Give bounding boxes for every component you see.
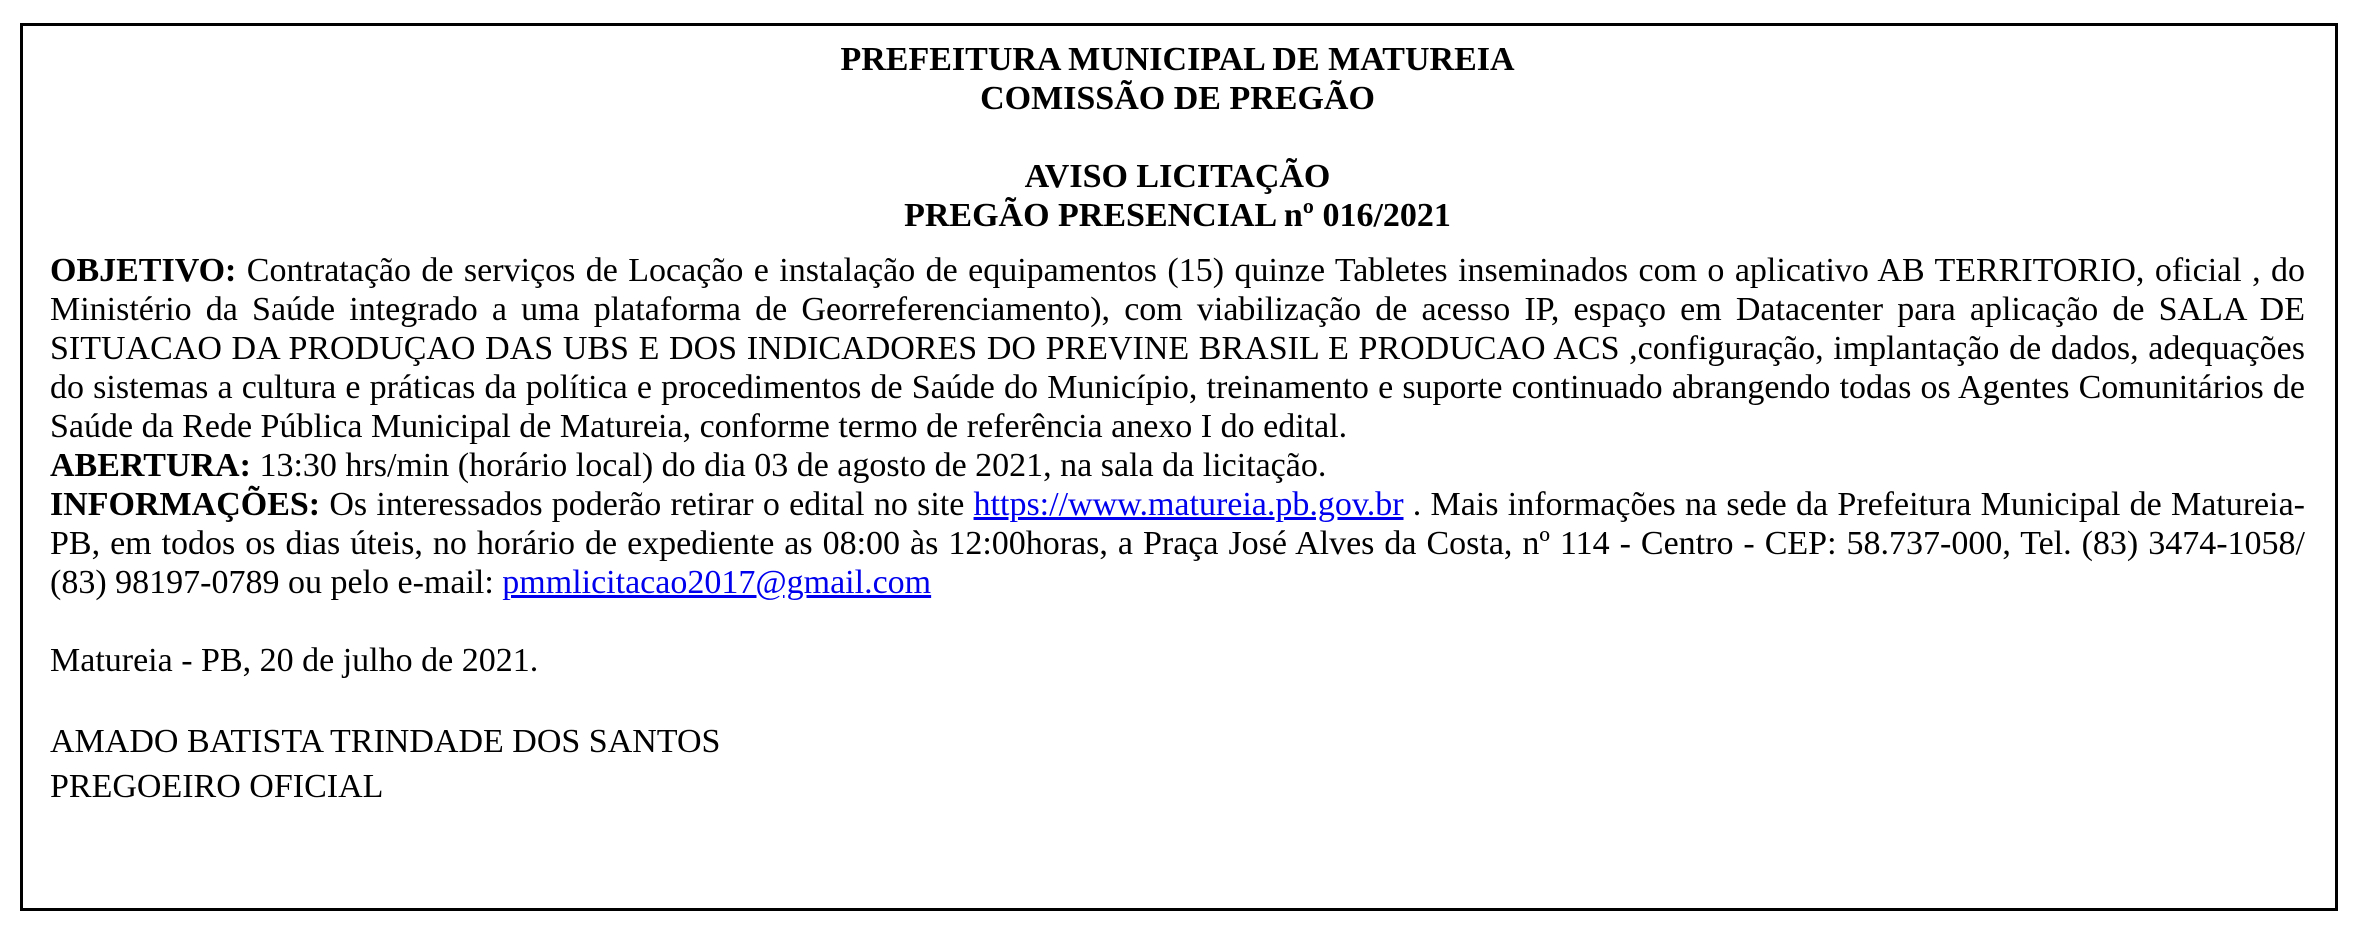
informacoes-paragraph <box>50 485 2305 602</box>
header-notice-title: AVISO LICITAÇÃO <box>1024 158 1331 195</box>
header-auction-number: PREGÃO PRESENCIAL nº 016/2021 <box>904 197 1451 234</box>
informacoes-text-before-link: Os interessados poderão retirar o edital no site <box>320 486 974 523</box>
notice-content <box>50 40 2305 809</box>
objetivo-label: OBJETIVO: <box>50 252 237 289</box>
signature-name: AMADO BATISTA TRINDADE DOS SANTOS <box>50 723 721 760</box>
notice-header <box>50 40 2305 235</box>
site-link[interactable]: https://www.matureia.pb.gov.br <box>973 486 1404 523</box>
header-commission: COMISSÃO DE PREGÃO <box>980 80 1375 117</box>
objetivo-text: Contratação de serviços de Locação e instalação de equipamentos (15) quinze Tabletes inseminados com o aplicativo AB TERRITORIO, oficial , do Ministério da Saúde integrado a uma plataforma de Georreferenciamento), com viabilização de acesso IP, espaço em Datacenter para aplicação de SALA DE SITUACAO DA PRODUÇAO DAS UBS E DOS INDICADORES DO PREVINE BRASIL E PRODUCAO ACS ,configuração, implantação de dados, adequações do sistemas a cultura e práticas da política e procedimentos de Saúde do Município, treinamento e suporte continuado abrangendo todas os Agentes Comunitários de Saúde da Rede Pública Municipal de Matureia, conforme termo de referência anexo I do edital. <box>50 252 2305 445</box>
signature-block <box>50 719 2305 809</box>
abertura-label: ABERTURA: <box>50 447 251 484</box>
informacoes-label: INFORMAÇÕES: <box>50 486 321 523</box>
place-date: Matureia - PB, 20 de julho de 2021. <box>50 642 539 679</box>
email-link[interactable]: pmmlicitacao2017@gmail.com <box>502 564 932 601</box>
informacoes-text-after-link: . Mais informações na sede da Prefeitura Municipal de Matureia-PB, em todos os dias úteis, no horário de expediente as 08:00 às 12:00horas, a Praça José Alves da Costa, nº 114 - Centro - CEP: 58.737-000, Tel. (83) 3474-1058/ (83) 98197-0789 ou pelo e-mail: <box>50 486 2306 601</box>
signature-title: PREGOEIRO OFICIAL <box>50 768 384 805</box>
abertura-paragraph <box>50 446 2305 485</box>
objetivo-paragraph <box>50 251 2305 446</box>
header-municipality: PREFEITURA MUNICIPAL DE MATUREIA <box>840 41 1515 78</box>
abertura-text: 13:30 hrs/min (horário local) do dia 03 de agosto de 2021, na sala da licitação. <box>250 447 1327 484</box>
